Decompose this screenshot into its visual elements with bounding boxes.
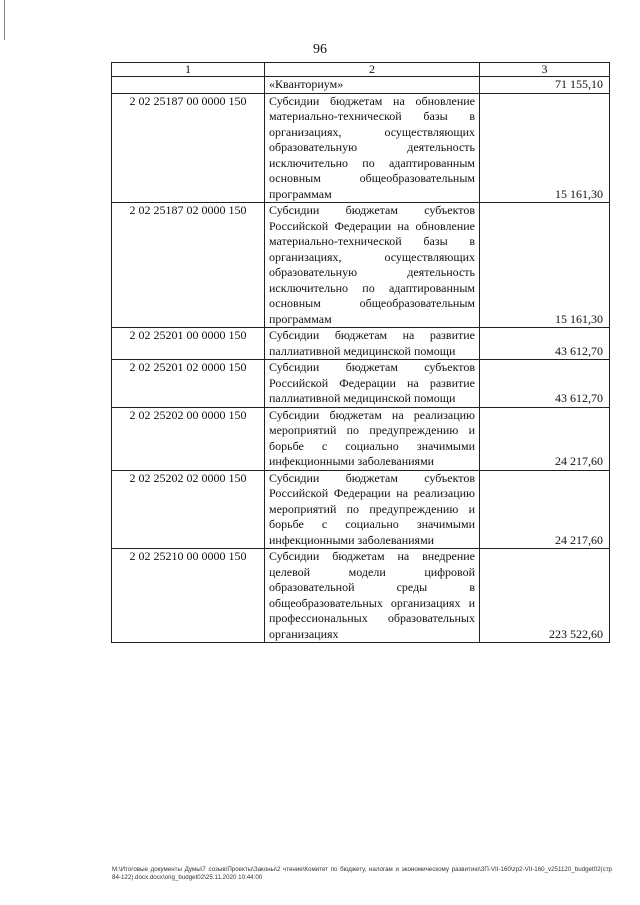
row-amount: 43 612,70	[480, 328, 610, 360]
row-amount: 43 612,70	[480, 360, 610, 408]
row-amount: 24 217,60	[480, 470, 610, 549]
budget-code: 2 02 25202 02 0000 150	[112, 470, 265, 549]
table-header-row	[112, 63, 610, 77]
row-amount: 223 522,60	[480, 549, 610, 643]
table-row	[112, 77, 610, 94]
page-number: 96	[313, 42, 327, 57]
row-description: Субсидии бюджетам субъектов Российской Федерации на обновление материально-технической базы в организациях, осуществляющих образовательную деятельность исключительно по адаптированным основным общеобразовательным программам	[265, 203, 480, 328]
row-description: Субсидии бюджетам на развитие паллиативной медицинской помощи	[265, 328, 480, 360]
budget-code: 2 02 25202 00 0000 150	[112, 407, 265, 470]
row-amount: 24 217,60	[480, 407, 610, 470]
row-description: «Кванториум»	[265, 77, 480, 94]
row-amount: 15 161,30	[480, 203, 610, 328]
budget-code: 2 02 25201 00 0000 150	[112, 328, 265, 360]
budget-code: 2 02 25201 02 0000 150	[112, 360, 265, 408]
budget-table	[111, 62, 610, 643]
margin-line	[4, 0, 5, 40]
document-footer-path: M:\Итоговые документы Думы\7 созыв\Проекты\Законы\2 чтение\Комитет по бюджету, налогам и экономическому развитию\ЗП-VII-160\zp2-VII-160_v251120_budget02(стр 84-122).docx.docx\orig_budget02\25.11.2020 10:44:00	[112, 866, 612, 881]
table-row	[112, 549, 610, 643]
row-description: Субсидии бюджетам на обновление материально-технической базы в организациях, осуществляющих образовательную деятельность исключительно по адаптированным основным общеобразовательным программам	[265, 93, 480, 203]
row-description: Субсидии бюджетам субъектов Российской Федерации на развитие паллиативной медицинской помощи	[265, 360, 480, 408]
budget-code: 2 02 25210 00 0000 150	[112, 549, 265, 643]
budget-code: 2 02 25187 00 0000 150	[112, 93, 265, 203]
column-header: 1	[112, 63, 265, 77]
budget-code	[112, 77, 265, 94]
row-description: Субсидии бюджетам на внедрение целевой модели цифровой образовательной среды в общеобразовательных организациях и профессиональных образовательных организациях	[265, 549, 480, 643]
column-header: 3	[480, 63, 610, 77]
table-row	[112, 407, 610, 470]
row-description: Субсидии бюджетам субъектов Российской Федерации на реализацию мероприятий по предупреждению и борьбе с социально значимыми инфекционными заболеваниями	[265, 470, 480, 549]
row-amount: 15 161,30	[480, 93, 610, 203]
table-row	[112, 93, 610, 203]
column-header: 2	[265, 63, 480, 77]
table-row	[112, 328, 610, 360]
table-row	[112, 470, 610, 549]
table-row	[112, 360, 610, 408]
budget-code: 2 02 25187 02 0000 150	[112, 203, 265, 328]
row-amount: 71 155,10	[480, 77, 610, 94]
row-description: Субсидии бюджетам на реализацию мероприятий по предупреждению и борьбе с социально значимыми инфекционными заболеваниями	[265, 407, 480, 470]
table-row	[112, 203, 610, 328]
